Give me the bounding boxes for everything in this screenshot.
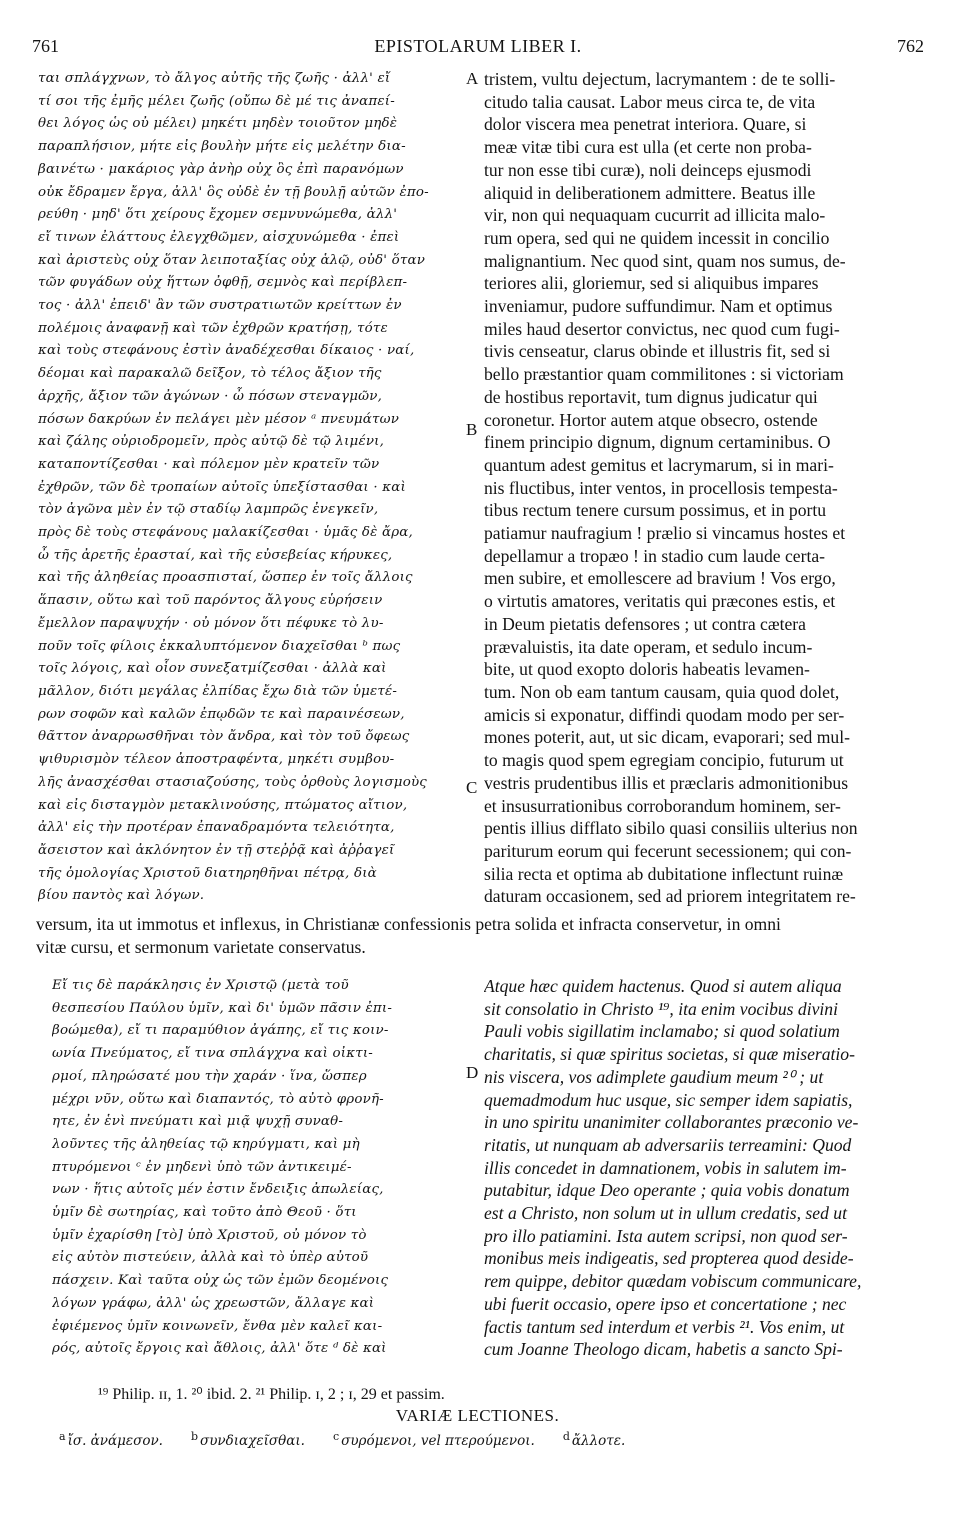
text-line: ρμοί, πληρώσατέ μου τὴν χαράν · ἵνα, ὥσπερ (52, 1068, 367, 1084)
text-line: cum Joanne Theologo dicam, habetis a sancto Spi- (484, 1339, 843, 1360)
text-line: τὸν ἀγῶνα μὲν ἐν τῷ σταδίῳ λαμπρῶς ἐνεγκεῖν, (38, 502, 379, 518)
text-line: daturam occasionem, sed ad priorem integritatem re- (484, 886, 856, 907)
text-line: μᾶλλον, διότι μεγάλας ἐλπίδας ἔχω διὰ τῶν ὑμετέ- (38, 683, 398, 699)
text-line: factis tantum sed interdum et verbis ²¹. Vos enim, ut (484, 1316, 845, 1337)
text-line: ἀρχῆς, ἄξιον τῶν ἀγώνων · ὦ πόσων στεναγμῶν, (38, 388, 383, 404)
text-line: ritatis, ut nunquam ab adversariis terreamini: Quod (484, 1134, 852, 1155)
text-line: θει λόγος ὡς οὐ μέλει) μηκέτι μηδὲν τοιοῦτον μηδὲ (38, 116, 398, 132)
text-line: εἰς αὐτὸν πιστεύειν, ἀλλὰ καὶ τὸ ὑπὲρ αὐτοῦ (52, 1250, 369, 1266)
text-line: charitatis, si quæ spiritus societas, si quæ miseratio- (484, 1044, 855, 1065)
variant-readings-heading: VARIÆ LECTIONES. (395, 1406, 560, 1425)
text-line: de hostibus reportavit, tum dignus judicatur qui (484, 386, 818, 407)
text-line: meæ vitæ tibi cura est ulla (et certe non proba- (484, 137, 812, 158)
text-line: malignantium. Nec quod sint, quam nos sumus, de- (484, 250, 846, 271)
text-line: mones poterit, aut, ut sic dicam, evaporari; sed mul- (484, 727, 850, 748)
text-line: nis viscera, vos adimplete gaudium meum ²⁰ ; ut (484, 1066, 824, 1087)
text-line: bello præstantior quam commilitones : si victoriam (484, 364, 844, 385)
text-line: inveniamur, pudore suffundimur. Nam et optimus (484, 296, 833, 317)
text-line: pentis illius difflato sibilo quasi consiliis ulterius non (484, 818, 858, 839)
text-line: depellamur a tropæo ! in stadio cum laude certa- (484, 545, 825, 566)
text-line: ὦ τῆς ἀρετῆς ἐρασταί, καὶ τῆς εὐσεβείας κήρυκες, (38, 547, 393, 563)
text-line: μέχρι νῦν, οὕτω καὶ διαπαντός, τὸ αὐτὸ φρονῆ- (52, 1091, 384, 1107)
text-line: καὶ εἰς δισταγμὸν μετακλινούσης, πτώματος αἴτιον, (38, 797, 408, 813)
variant-reading (189, 1430, 305, 1449)
text-line: πολέμοις ἀναφανῇ καὶ τῶν ἐχθρῶν κρατήσῃ, τότε (38, 320, 388, 336)
variant-text: ἴσ. ἀνάμεσον. (67, 1433, 163, 1449)
text-line: βαινέτω · μακάριος γὰρ ἀνὴρ οὐχ ὃς ἐπὶ παρανόμων (38, 161, 404, 177)
text-line: δέομαι καὶ παρακαλῶ δεῖξον, τὸ τέλος ἄξιον τῆς (38, 366, 382, 382)
text-line: vir, non qui nequaquam cucurrit ad illicita malo- (484, 205, 826, 226)
text-line: aliquid in deliberationem admittere. Beatus ille (484, 182, 816, 203)
text-line: est a Christo, non solum ut in ullum credatis, sed ut (484, 1203, 847, 1224)
text-line: τῶν φυγάδων οὐχ ἥττων ὀφθῇ, σεμνὸς καὶ περίβλεπ- (38, 275, 408, 291)
text-line: θεσπεσίου Παύλου ὑμῖν, καὶ δι' ὑμῶν πᾶσιν ἐπι- (52, 1000, 393, 1016)
text-line: pariturum eorum qui fecerunt secessionem; qui con- (484, 840, 852, 861)
variant-text: ἄλλοτε. (571, 1433, 626, 1449)
variant-text: συνδιαχεῖσθαι. (200, 1433, 305, 1449)
text-line: patiamur naufragium ! prælio si vincamus hostes et (484, 523, 846, 544)
variant-mark: b (190, 1430, 198, 1443)
text-line: vitæ cursu, et sermonum varietate conservatus. (36, 936, 366, 957)
text-line: πόσων δακρύων ἐν πελάγει μὲν μέσον ᵃ πνευμάτων (38, 411, 400, 427)
text-line: ποῦν τοῖς φίλοις ἐκκαλυπτόμενον διαχεῖσθαι ᵇ πως (38, 638, 401, 654)
text-line: ρός, αὐτοῖς ἔργοις καὶ ἄθλοις, ἀλλ' ὅτε ᵈ δὲ καὶ (52, 1341, 387, 1357)
text-line: ἅπασιν, οὕτω καὶ τοῦ παρόντος ἄλγους εὑρήσειν (38, 593, 383, 609)
section-marker-c: C (466, 778, 478, 797)
section-marker-b: B (466, 420, 478, 439)
text-line: ται σπλάγχνων, τὸ ἄλγος αὐτῆς τῆς ζωῆς · ἀλλ' εἴ (38, 71, 391, 86)
text-line: εἴ τινων ἐλάττους ἐλεγχθῶμεν, αἰσχυνώμεθα · ἐπεὶ (38, 229, 400, 245)
text-line: illis concedet in damnationem, vobis in salutem im- (484, 1157, 847, 1178)
text-line: nis fluctibus, inter ventos, in procellosis tempesta- (484, 477, 838, 498)
text-line: καὶ ζάλης οὐριοδρομεῖν, πρὸς αὐτῷ δὲ τῷ λιμένι, (38, 434, 385, 450)
variant-mark: d (562, 1430, 570, 1443)
text-line: καὶ τῆς ἀληθείας προασπισταί, ὥσπερ ἐν τοῖς ἄλλοις (38, 570, 413, 586)
text-line: θᾶττον ἀναρρωσθῆναι τὸν ἄνδρα, καὶ τὸν τοῦ ὄφεως (38, 729, 410, 745)
variant-text: συρόμενοι, vel πτερούμενοι. (341, 1433, 535, 1449)
text-line: ητε, ἐν ἑνὶ πνεύματι καὶ μιᾷ ψυχῇ συναθ- (52, 1114, 344, 1130)
text-line: amicis si exponatur, diffindi quodam modo per ser- (484, 704, 845, 725)
greek-column-upper (38, 68, 462, 908)
text-line: quantum adest gemitus et lacrymarum, si in mari- (484, 454, 834, 475)
text-line: ωνία Πνεύματος, εἴ τινα σπλάγχνα καὶ οἰκτι- (52, 1046, 374, 1062)
text-line: ubi fuerit occasio, opere ipso et concertatione ; nec (484, 1293, 847, 1314)
text-line: tum. Non ob eam tantum causam, quia quod dolet, (484, 681, 840, 702)
section-marker-a: A (466, 69, 479, 88)
text-line: sit consolatio in Christo ¹⁹, ita enim vocibus divini (484, 998, 838, 1019)
greek-column-lower (52, 975, 462, 1361)
text-line: πτυρόμενοι ᶜ ἐν μηδενὶ ὑπὸ τῶν ἀντικειμέ- (52, 1159, 352, 1175)
variant-mark: c (332, 1430, 340, 1443)
text-line: in uno spiritu unanimiter collaborantes præconio ve- (484, 1112, 859, 1133)
page-number-right: 762 (897, 36, 924, 56)
page-header (32, 36, 924, 58)
text-line: νων · ἥτις αὐτοῖς μέν ἐστιν ἔνδειξις ἀπωλείας, (52, 1182, 384, 1198)
text-line: to magis quod spem egregiam concipio, futurum ut (484, 750, 844, 771)
text-line: Pauli vobis sigillatim inclamabo; si quod solatium (484, 1021, 840, 1042)
text-line: rum opera, sed qui ne quidem incessit in concilio (484, 227, 830, 248)
text-line: o virtutis amatores, veritatis qui præcones estis, et (484, 591, 836, 612)
text-line: coronetur. Hortor autem atque obsecro, ostende (484, 409, 818, 430)
text-line: λοῦντες τῆς ἀληθείας τῷ κηρύγματι, καὶ μὴ (52, 1136, 360, 1152)
text-line: vestris prudentibus illis et præclaris admonitionibus (484, 772, 849, 793)
text-line: in Deum pietatis defensores ; ut contra cætera (484, 613, 806, 634)
page-number-left: 761 (32, 36, 59, 56)
variant-readings-list (57, 1430, 877, 1449)
variant-reading (331, 1430, 535, 1449)
text-line: dolor viscera mea penetrat interiora. Quare, si (484, 114, 807, 135)
text-line: οὐκ ἔδραμεν ἔργα, ἀλλ' ὃς οὐδὲ ἐν τῇ βουλῇ αὐτῶν ἐπο- (38, 184, 429, 200)
text-line: καταποντίζεσθαι · καὶ πόλεμον μὲν κρατεῖν τῶν (38, 456, 380, 472)
text-line: putabitur, idque Deo operante ; quia vobis donatum (484, 1180, 850, 1201)
text-line: βίου παντὸς καὶ λόγων. (38, 888, 205, 904)
text-line: ἀλλ' εἰς τὴν προτέραν ἐπαναδραμόντα τελειότητα, (38, 820, 395, 836)
text-line: citudo talia causat. Labor meus circa te, de vita (484, 91, 816, 112)
text-line: monibus meis indigeatis, sed propterea quod deside- (484, 1248, 854, 1269)
variant-mark: a (59, 1430, 66, 1443)
text-line: ψιθυρισμὸν τέλεον ἀποστραφέντα, μηκέτι συμβου- (38, 752, 395, 768)
text-line: ὑμῖν δὲ σωτηρίας, καὶ τοῦτο ἀπὸ Θεοῦ · ὅτι (52, 1205, 357, 1221)
latin-column-lower (484, 975, 926, 1361)
text-line: πρὸς δὲ τοὺς στεφάνους μαλακίζεσθαι · ὑμᾶς δὲ ἄρα, (38, 525, 413, 541)
text-line: men subire, et emollescere ad bravium ! Vos ergo, (484, 568, 836, 589)
text-line: teriores alii, gloriemur, sed si aliquibus impares (484, 273, 819, 294)
text-line: rem quippe, debitor quædam vobiscum communicare, (484, 1271, 862, 1292)
text-line: tibus rectum tenere cursum possimus, et in portu (484, 500, 827, 521)
text-line: παραπλήσιον, μήτε εἰς βουλὴν μήτε εἰς μελέτην δια- (38, 139, 406, 155)
text-line: τος · ἀλλ' ἐπειδ' ἂν τῶν συστρατιωτῶν κρείττων ἐν (38, 298, 402, 314)
text-line: finem principio dignum, dignum certaminibus. O (484, 432, 831, 453)
text-line: quemadmodum huc usque, sic semper idem sapiatis, (484, 1089, 853, 1110)
text-line: πάσχειν. Καὶ ταῦτα οὐχ ὡς τῶν ἐμῶν δεομένοις (52, 1273, 389, 1289)
text-line: ἐχθρῶν, τῶν δὲ τροπαίων αὐτοῖς ὑπεξίστασθαι · καὶ (38, 479, 406, 495)
text-line: ἔμελλον παραψυχήν · οὐ μόνον ὅτι πέφυκε τὸ λυ- (38, 615, 384, 631)
text-line: pro illo patiamini. Ista autem scripsi, non quod ser- (484, 1225, 848, 1246)
text-line: Atque hæc quidem hactenus. Quod si autem aliqua (484, 976, 842, 996)
text-line: ὑμῖν ἐχαρίσθη [τὸ] ὑπὸ Χριστοῦ, οὐ μόνον τὸ (52, 1227, 367, 1243)
text-line: prævaluistis, ita date operam, et sedulo incum- (484, 636, 813, 657)
text-line: bite, ut quod exopto doloris habeatis levamen- (484, 659, 810, 680)
text-line: λῆς ἀνασχέσθαι στασιαζούσης, τοὺς ὀρθοὺς λογισμοὺς (38, 774, 428, 790)
text-line: τῆς ὁμολογίας Χριστοῦ διατηρηθῆναι πέτρᾳ, διὰ (38, 865, 377, 881)
text-line: et insusurrationibus corroborandum hominem, ser- (484, 795, 841, 816)
text-line: ἄσειστον καὶ ἀκλόνητον ἐν τῇ στεῤῥᾷ καὶ ἀῤῥαγεῖ (38, 842, 395, 858)
text-line: Εἴ τις δὲ παράκλησις ἐν Χριστῷ (μετὰ τοῦ (52, 978, 349, 993)
latin-full-width-continuation (36, 913, 926, 958)
latin-column-upper (484, 68, 926, 908)
text-line: tivis censeatur, clarus obinde et illustris fit, sed si (484, 341, 831, 362)
footnotes: ¹⁹ Philip. ɪɪ, 1. ²⁰ ibid. 2. ²¹ Philip. ɪ, 2 ; ɪ, 29 et passim. (98, 1386, 445, 1403)
text-line: silia recta et optima ab dubitatione inflectunt ruinæ (484, 863, 844, 884)
text-line: tur non esse tibi curæ), noli deinceps ejusmodi (484, 159, 812, 180)
text-line: tristem, vultu dejectum, lacrymantem : de te solli- (484, 69, 836, 89)
variant-reading (561, 1430, 626, 1449)
text-line: versum, ita ut immotus et inflexus, in Christianæ confessionis petra solida et infracta conservetur, in omni (36, 914, 781, 934)
text-line: λόγων γράφω, ἀλλ' ὡς χρεωστῶν, ἄλλαγε καὶ (52, 1295, 375, 1311)
text-line: βοώμεθα), εἴ τι παραμύθιον ἀγάπης, εἴ τις κοιν- (52, 1023, 389, 1039)
text-line: τοῖς λόγοις, καὶ οἷον συνεξατμίζεσθαι · ἀλλὰ καὶ (38, 661, 387, 677)
text-line: ρεύθη · μηδ' ὅτι χείρους ἔχομεν σεμνυνώμεθα, ἀλλ' (38, 207, 398, 223)
running-title: EPISTOLARUM LIBER I. (374, 36, 582, 56)
section-marker-d: D (466, 1063, 479, 1082)
variant-reading (57, 1430, 163, 1449)
text-line: τί σοι τῆς ἐμῆς μέλει ζωῆς (οὔπω δὲ μέ τις ἀναπεί- (38, 93, 395, 109)
text-line: miles haud desertor convictus, nec quod cum fugi- (484, 318, 840, 339)
text-line: ἐφιέμενος ὑμῖν κοινωνεῖν, ἔνθα μὲν καλεῖ και- (52, 1318, 383, 1334)
text-line: ρων σοφῶν καὶ καλῶν ἐπῳδῶν τε καὶ παραινέσεων, (38, 706, 405, 722)
text-line: καὶ τοὺς στεφάνους ἐστὶν ἀναδέχεσθαι δίκαιος · ναί, (38, 343, 415, 359)
text-line: καὶ ἀριστεὺς οὐχ ὅταν λειποταξίας οὐχ ἁλῷ, οὐδ' ὅταν (38, 252, 426, 268)
